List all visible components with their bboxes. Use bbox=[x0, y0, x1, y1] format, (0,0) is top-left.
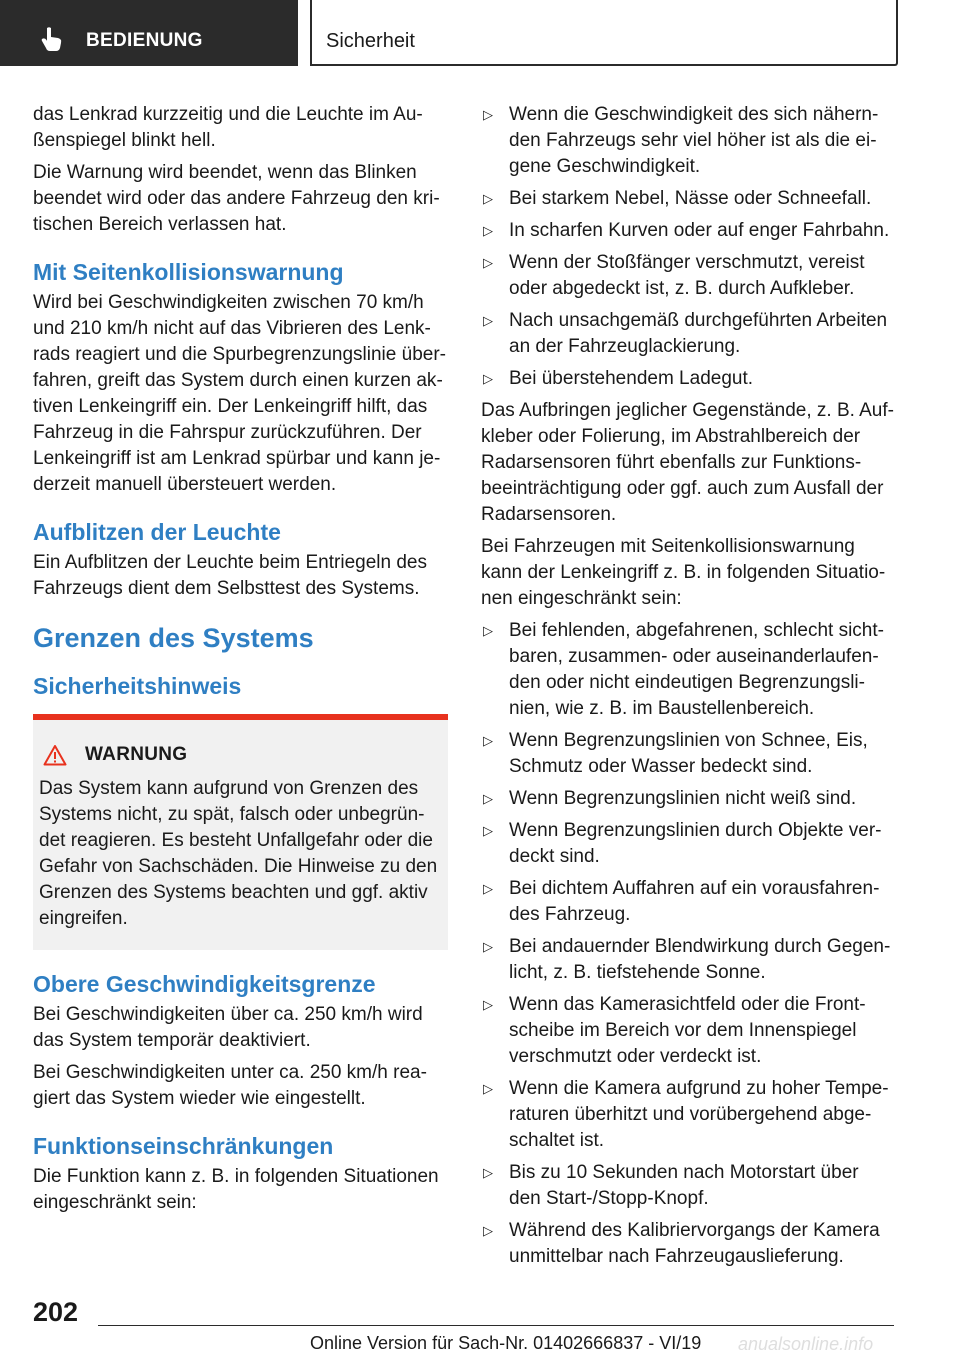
list-item bbox=[481, 876, 895, 928]
left-column bbox=[33, 102, 448, 1222]
limitations-list bbox=[481, 102, 895, 392]
list-item-text: Bei dichtem Auffahren auf ein vorausfahrendes Fahrzeug. bbox=[509, 878, 880, 925]
heading-sicherheitshinweis: Sicherheitshinweis bbox=[33, 673, 242, 699]
triangle-bullet-icon: ▷ bbox=[483, 1165, 493, 1180]
list-item-text: Wenn das Kamerasichtfeld oder die Frontscheibe im Bereich vor dem Innenspiegel verschmutzt oder verdeckt ist. bbox=[509, 994, 866, 1067]
paragraph: Wird bei Geschwindigkeiten zwischen 70 km/h und 210 km/h nicht auf das Vibrieren des Lenkrads reagiert und die Spurbegrenzungslinie überfahren, greift das System durch einen kurzen aktiven Lenkeingriff ein. Der Lenkeingriff hilft, das Fahrzeug in die Fahrspur zurückzuführen. Der Lenkeingriff ist am Lenkrad spürbar und kann jederzeit manuell übersteuert werden. bbox=[33, 292, 446, 495]
list-item bbox=[481, 1160, 895, 1212]
list-item-text: Während des Kalibriervorgangs der Kamera unmittelbar nach Fahrzeugauslieferung. bbox=[509, 1220, 880, 1267]
list-item-text: Wenn Begrenzungslinien von Schnee, Eis, Schmutz oder Wasser bedeckt sind. bbox=[509, 730, 868, 777]
paragraph: Bei Geschwindigkeiten unter ca. 250 km/h reagiert das System wieder wie eingestellt. bbox=[33, 1062, 427, 1109]
list-item bbox=[481, 728, 895, 780]
section-tab bbox=[0, 0, 298, 66]
triangle-bullet-icon: ▷ bbox=[483, 255, 493, 270]
triangle-bullet-icon: ▷ bbox=[483, 371, 493, 386]
list-item bbox=[481, 102, 895, 180]
warning-triangle-icon bbox=[43, 744, 67, 766]
list-item bbox=[481, 818, 895, 870]
warning-header bbox=[39, 742, 438, 768]
online-version-note: Online Version für Sach-Nr. 01402666837 - VI/19 bbox=[310, 1333, 702, 1353]
list-item bbox=[481, 618, 895, 722]
list-item-text: In scharfen Kurven oder auf enger Fahrbahn. bbox=[509, 220, 890, 241]
paragraph: Bei Fahrzeugen mit Seitenkollisionswarnung kann der Lenkeingriff z. B. in folgenden Situationen eingeschränkt sein: bbox=[481, 536, 886, 609]
triangle-bullet-icon: ▷ bbox=[483, 1223, 493, 1238]
triangle-bullet-icon: ▷ bbox=[483, 733, 493, 748]
paragraph: Ein Aufblitzen der Leuchte beim Entriegeln des Fahrzeugs dient dem Selbsttest des Systems. bbox=[33, 552, 427, 599]
triangle-bullet-icon: ▷ bbox=[483, 939, 493, 954]
list-item-text: Wenn die Kamera aufgrund zu hoher Temperaturen überhitzt und vorübergehend abgeschaltet ist. bbox=[509, 1078, 889, 1151]
list-item-text: Bis zu 10 Sekunden nach Motorstart über den Start-/Stopp-Knopf. bbox=[509, 1162, 859, 1209]
triangle-bullet-icon: ▷ bbox=[483, 881, 493, 896]
list-item-text: Wenn Begrenzungslinien nicht weiß sind. bbox=[509, 788, 857, 809]
list-item bbox=[481, 1218, 895, 1270]
section-tab-label: BEDIENUNG bbox=[86, 30, 203, 51]
triangle-bullet-icon: ▷ bbox=[483, 791, 493, 806]
steering-limitations-list bbox=[481, 618, 895, 1270]
triangle-bullet-icon: ▷ bbox=[483, 997, 493, 1012]
list-item bbox=[481, 1076, 895, 1154]
chapter-header bbox=[310, 0, 898, 66]
paragraph: Die Warnung wird beendet, wenn das Blinken beendet wird oder das andere Fahrzeug den kritischen Bereich verlassen hat. bbox=[33, 162, 440, 235]
triangle-bullet-icon: ▷ bbox=[483, 823, 493, 838]
chapter-title: Sicherheit bbox=[326, 30, 415, 52]
list-item-text: Bei andauernder Blendwirkung durch Gegenlicht, z. B. tiefstehende Sonne. bbox=[509, 936, 891, 983]
heading-mit-seitenkollisionswarnung: Mit Seitenkollisionswarnung bbox=[33, 259, 344, 285]
list-item bbox=[481, 366, 895, 392]
list-item bbox=[481, 186, 895, 212]
paragraph: Das Aufbringen jeglicher Gegenstände, z. B. Aufkleber oder Folierung, im Abstrahlbereich der Radarsensoren führt ebenfalls zur Funktionsbeeinträchtigung oder ggf. auch zum Ausfall der Radarsensoren. bbox=[481, 400, 894, 525]
heading-aufblitzen: Aufblitzen der Leuchte bbox=[33, 519, 281, 545]
list-item bbox=[481, 308, 895, 360]
list-item-text: Bei überstehendem Ladegut. bbox=[509, 368, 754, 389]
heading-grenzen-des-systems: Grenzen des Systems bbox=[33, 623, 314, 653]
triangle-bullet-icon: ▷ bbox=[483, 223, 493, 238]
triangle-bullet-icon: ▷ bbox=[483, 623, 493, 638]
list-item-text: Nach unsachgemäß durchgeführten Arbeiten an der Fahrzeuglackierung. bbox=[509, 310, 888, 357]
list-item-text: Bei fehlenden, abgefahrenen, schlecht sichtbaren, zusammen- oder auseinanderlaufenden oder nicht eindeutigen Begrenzungslinien, wie z. B. im Baustellenbereich. bbox=[509, 620, 884, 719]
triangle-bullet-icon: ▷ bbox=[483, 313, 493, 328]
triangle-bullet-icon: ▷ bbox=[483, 1081, 493, 1096]
triangle-bullet-icon: ▷ bbox=[483, 107, 493, 122]
warning-title: WARNUNG bbox=[85, 744, 188, 765]
list-item bbox=[481, 250, 895, 302]
heading-obere-geschwindigkeitsgrenze: Obere Geschwindigkeitsgrenze bbox=[33, 971, 376, 997]
right-column bbox=[481, 102, 895, 1276]
paragraph: Bei Geschwindigkeiten über ca. 250 km/h wird das System temporär deaktiviert. bbox=[33, 1004, 423, 1051]
list-item bbox=[481, 786, 895, 812]
list-item bbox=[481, 218, 895, 244]
page-number: 202 bbox=[33, 1297, 79, 1327]
paragraph: Die Funktion kann z. B. in folgenden Situationen eingeschränkt sein: bbox=[33, 1166, 439, 1213]
list-item-text: Bei starkem Nebel, Nässe oder Schneefall. bbox=[509, 188, 872, 209]
list-item-text: Wenn Begrenzungslinien durch Objekte verdeckt sind. bbox=[509, 820, 882, 867]
list-item bbox=[481, 992, 895, 1070]
list-item bbox=[481, 934, 895, 986]
heading-funktionseinschraenkungen: Funktionseinschränkungen bbox=[33, 1133, 334, 1159]
triangle-bullet-icon: ▷ bbox=[483, 191, 493, 206]
list-item-text: Wenn der Stoßfänger verschmutzt, vereist oder abgedeckt ist, z. B. durch Aufkleber. bbox=[509, 252, 865, 299]
hand-pointer-icon bbox=[40, 26, 64, 52]
warning-text: Das System kann aufgrund von Grenzen des Systems nicht, zu spät, falsch oder unbegründet reagieren. Es besteht Unfallgefahr oder die Gefahr von Sachschäden. Die Hinweise zu den Grenzen des Systems beachten und ggf. aktiv eingreifen. bbox=[39, 778, 438, 929]
list-item-text: Wenn die Geschwindigkeit des sich nähernden Fahrzeugs sehr viel höher ist als die eigene Geschwindigkeit. bbox=[509, 104, 879, 177]
footer-divider bbox=[98, 1325, 894, 1326]
watermark: anualsonline.info bbox=[738, 1334, 874, 1354]
warning-box bbox=[33, 714, 448, 950]
paragraph: das Lenkrad kurzzeitig und die Leuchte im Außenspiegel blinkt hell. bbox=[33, 104, 423, 151]
